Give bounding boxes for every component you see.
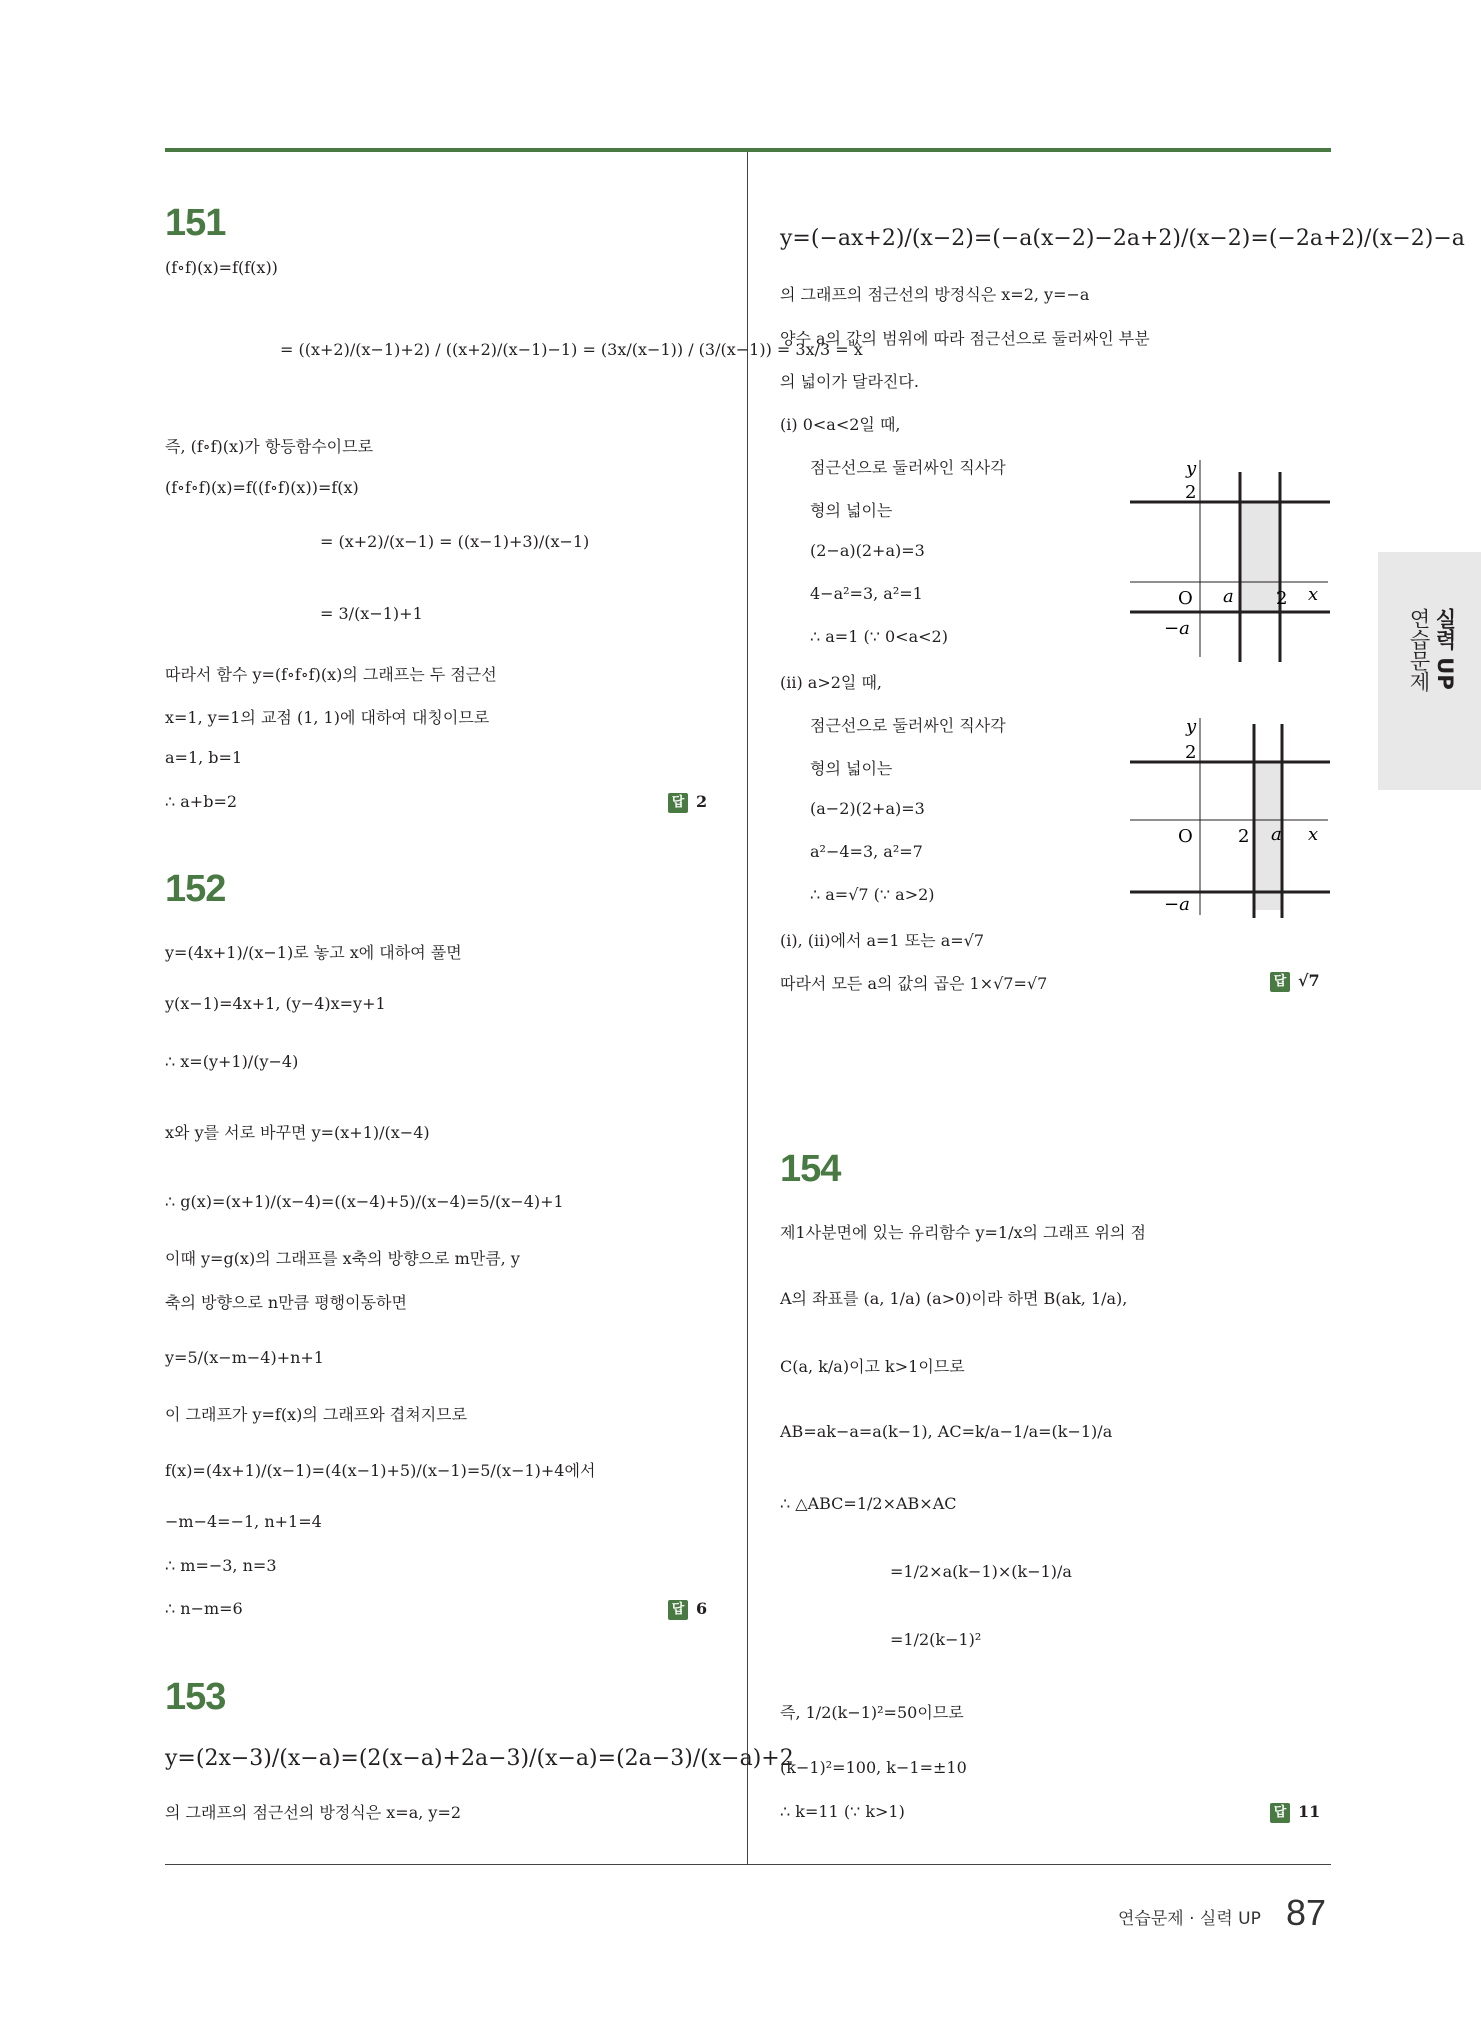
y-tick-neg-a: −a xyxy=(1164,894,1190,915)
p152-line-7: 축의 방향으로 n만큼 평행이동하면 xyxy=(165,1293,407,1312)
bottom-rule xyxy=(165,1864,1331,1865)
p154-line-10: ∴ k=11 (∵ k>1) xyxy=(780,1802,905,1821)
p154-answer-value: 11 xyxy=(1298,1802,1321,1821)
p151-answer xyxy=(668,792,707,813)
p153-answer-value: √7 xyxy=(1298,971,1320,990)
origin-label: O xyxy=(1178,826,1193,847)
y-tick-2: 2 xyxy=(1185,742,1197,763)
section-side-tab xyxy=(1378,552,1481,790)
x-tick-a: a xyxy=(1271,824,1282,845)
y-tick-2: 2 xyxy=(1185,482,1197,503)
p153-line-3: y=(−ax+2)/(x−2)=(−a(x−2)−2a+2)/(x−2)=(−2a+2)/(x−2)−a xyxy=(780,226,1465,251)
graph-case-2 xyxy=(1130,710,1336,920)
side-tab-line-2: 연습문제 xyxy=(1407,608,1431,692)
p153-line-17: a²−4=3, a²=7 xyxy=(810,842,923,861)
p152-line-2: y(x−1)=4x+1, (y−4)x=y+1 xyxy=(165,994,386,1013)
p153-line-13: (ii) a>2일 때, xyxy=(780,673,883,692)
p152-line-1: y=(4x+1)/(x−1)로 놓고 x에 대하여 풀면 xyxy=(165,943,462,962)
p152-line-8: y=5/(x−m−4)+n+1 xyxy=(165,1348,324,1367)
problem-number-153: 153 xyxy=(165,1676,226,1718)
p153-line-4: 의 그래프의 점근선의 방정식은 x=2, y=−a xyxy=(780,285,1090,304)
top-rule xyxy=(165,148,1331,152)
column-divider xyxy=(747,152,748,1864)
y-axis-label: y xyxy=(1186,458,1197,479)
p151-line-2: = ((x+2)/(x−1)+2) / ((x+2)/(x−1)−1) = (3x/(x−1)) / (3/(x−1)) = 3x/3 = x xyxy=(280,340,863,359)
answer-icon: 답 xyxy=(1270,1803,1290,1823)
p153-line-18: ∴ a=√7 (∵ a>2) xyxy=(810,885,935,904)
p153-line-14: 점근선으로 둘러싸인 직사각 xyxy=(810,716,1006,735)
x-tick-2: 2 xyxy=(1276,588,1288,609)
p153-line-1: y=(2x−3)/(x−a)=(2(x−a)+2a−3)/(x−a)=(2a−3)/(x−a)+2 xyxy=(165,1746,794,1771)
p153-line-12: ∴ a=1 (∵ 0<a<2) xyxy=(810,627,948,646)
p152-line-10: f(x)=(4x+1)/(x−1)=(4(x−1)+5)/(x−1)=5/(x−1)+4에서 xyxy=(165,1461,596,1480)
y-tick-neg-a: −a xyxy=(1164,618,1190,639)
problem-number-152: 152 xyxy=(165,868,226,910)
p153-line-11: 4−a²=3, a²=1 xyxy=(810,584,923,603)
p153-line-9: 형의 넓이는 xyxy=(810,501,893,520)
p152-line-9: 이 그래프가 y=f(x)의 그래프와 겹쳐지므로 xyxy=(165,1405,468,1424)
y-axis-label: y xyxy=(1186,716,1197,737)
p154-line-9: (k−1)²=100, k−1=±10 xyxy=(780,1758,967,1777)
p152-line-4: x와 y를 서로 바꾸면 y=(x+1)/(x−4) xyxy=(165,1123,430,1142)
p153-answer xyxy=(1270,971,1320,992)
p154-line-2: A의 좌표를 (a, 1/a) (a>0)이라 하면 B(ak, 1/a), xyxy=(780,1289,1128,1308)
answer-icon: 답 xyxy=(668,793,688,813)
p154-line-6: =1/2×a(k−1)×(k−1)/a xyxy=(890,1562,1072,1581)
p153-line-2: 의 그래프의 점근선의 방정식은 x=a, y=2 xyxy=(165,1803,462,1822)
p153-line-19: (i), (ii)에서 a=1 또는 a=√7 xyxy=(780,931,985,950)
p152-line-3: ∴ x=(y+1)/(y−4) xyxy=(165,1052,299,1071)
p151-line-9: a=1, b=1 xyxy=(165,748,243,767)
p152-line-6: 이때 y=g(x)의 그래프를 x축의 방향으로 m만큼, y xyxy=(165,1249,520,1268)
answer-icon: 답 xyxy=(668,1600,688,1620)
p154-line-3: C(a, k/a)이고 k>1이므로 xyxy=(780,1357,965,1376)
graph-case-1 xyxy=(1130,452,1336,662)
page-number: 87 xyxy=(1286,1892,1327,1933)
footer-section-label: 연습문제 · 실력 UP xyxy=(1118,1909,1261,1929)
p151-line-8: x=1, y=1의 교점 (1, 1)에 대하여 대칭이므로 xyxy=(165,708,490,727)
p152-answer xyxy=(668,1599,707,1620)
p153-line-7: (i) 0<a<2일 때, xyxy=(780,415,901,434)
side-tab-line-1: 실력 UP xyxy=(1433,608,1457,690)
p151-line-1: (f∘f)(x)=f(f(x)) xyxy=(165,258,278,277)
p153-line-6: 의 넓이가 달라진다. xyxy=(780,372,919,391)
p151-line-6: = 3/(x−1)+1 xyxy=(320,604,423,623)
p154-line-1: 제1사분면에 있는 유리함수 y=1/x의 그래프 위의 점 xyxy=(780,1223,1146,1242)
p153-line-20: 따라서 모든 a의 값의 곱은 1×√7=√7 xyxy=(780,974,1048,993)
origin-label: O xyxy=(1178,588,1193,609)
x-axis-label: x xyxy=(1308,584,1319,605)
p152-line-5: ∴ g(x)=(x+1)/(x−4)=((x−4)+5)/(x−4)=5/(x−4)+1 xyxy=(165,1192,564,1211)
x-axis-label: x xyxy=(1308,824,1319,845)
x-tick-2: 2 xyxy=(1238,826,1250,847)
p154-line-4: AB=ak−a=a(k−1), AC=k/a−1/a=(k−1)/a xyxy=(780,1422,1113,1441)
p153-line-16: (a−2)(2+a)=3 xyxy=(810,799,925,818)
p151-line-5: = (x+2)/(x−1) = ((x−1)+3)/(x−1) xyxy=(320,532,590,551)
p153-line-10: (2−a)(2+a)=3 xyxy=(810,541,925,560)
p154-line-5: ∴ △ABC=1/2×AB×AC xyxy=(780,1494,957,1513)
x-tick-a: a xyxy=(1223,586,1234,607)
p152-line-12: ∴ m=−3, n=3 xyxy=(165,1556,277,1575)
p154-line-7: =1/2(k−1)² xyxy=(890,1630,982,1649)
p153-line-15: 형의 넓이는 xyxy=(810,759,893,778)
p152-line-13: ∴ n−m=6 xyxy=(165,1599,243,1618)
p154-answer xyxy=(1270,1802,1320,1823)
p152-line-11: −m−4=−1, n+1=4 xyxy=(165,1512,322,1531)
p151-line-3: 즉, (f∘f)(x)가 항등함수이므로 xyxy=(165,437,374,456)
p151-line-7: 따라서 함수 y=(f∘f∘f)(x)의 그래프는 두 점근선 xyxy=(165,665,497,684)
problem-number-151: 151 xyxy=(165,202,226,244)
shaded-rectangle xyxy=(1240,502,1280,612)
p151-line-4: (f∘f∘f)(x)=f((f∘f)(x))=f(x) xyxy=(165,478,359,497)
p154-line-8: 즉, 1/2(k−1)²=50이므로 xyxy=(780,1703,964,1722)
problem-number-154: 154 xyxy=(780,1148,841,1190)
p151-answer-value: 2 xyxy=(696,792,708,811)
answer-icon: 답 xyxy=(1270,972,1290,992)
p153-line-8: 점근선으로 둘러싸인 직사각 xyxy=(810,458,1006,477)
p151-line-10: ∴ a+b=2 xyxy=(165,792,238,811)
p153-line-5: 양수 a의 값의 범위에 따라 점근선으로 둘러싸인 부분 xyxy=(780,329,1150,348)
p152-answer-value: 6 xyxy=(696,1599,708,1618)
